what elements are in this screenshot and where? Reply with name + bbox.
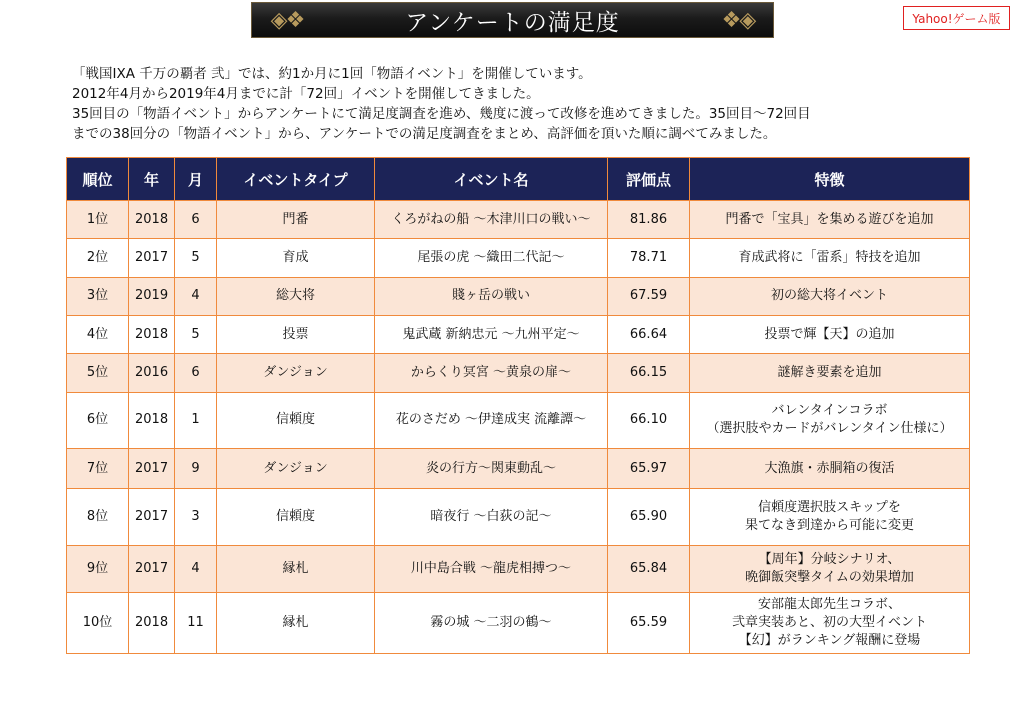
month-cell: 6 [175, 201, 217, 239]
feature-line: 投票で輝【天】の追加 [764, 326, 895, 342]
table-row [67, 489, 970, 545]
table-row [67, 201, 970, 239]
platform-badge: Yahoo!ゲーム版 [903, 6, 1010, 30]
feature-line: 弐章実装あと、初の大型イベント [731, 615, 927, 631]
month-cell: 4 [175, 277, 217, 315]
feature-cell [690, 201, 970, 239]
score-cell: 65.90 [608, 489, 690, 545]
header-score: 評価点 [608, 158, 690, 201]
feature-line: バレンタインコラボ [771, 403, 888, 419]
table-row [67, 392, 970, 448]
event-name-cell: からくり冥宮 ～黄泉の扉～ [375, 354, 608, 392]
feature-line: 謎解き要素を追加 [777, 364, 882, 380]
event-name-cell: 暗夜行 ～白荻の記～ [375, 489, 608, 545]
intro-line: 「戦国IXA 千万の覇者 弐」では、約1か月に1回「物語イベント」を開催しています。 [72, 66, 592, 82]
event-type-cell: 投票 [217, 315, 375, 353]
rank-cell: 4位 [67, 315, 129, 353]
event-type-cell: 総大将 [217, 277, 375, 315]
event-name-cell: 賤ヶ岳の戦い [375, 277, 608, 315]
rank-cell: 7位 [67, 449, 129, 489]
feature-cell [690, 315, 970, 353]
feature-cell [690, 545, 970, 592]
feature-line: （選択肢やカードがバレンタイン仕様に） [706, 421, 953, 437]
ranking-table [66, 157, 970, 654]
year-cell: 2018 [129, 201, 175, 239]
feature-line: 門番で「宝具」を集める遊びを追加 [725, 211, 934, 227]
rank-cell: 9位 [67, 545, 129, 592]
month-cell: 5 [175, 315, 217, 353]
year-cell: 2017 [129, 449, 175, 489]
rank-cell: 2位 [67, 239, 129, 277]
feature-line: 育成武将に「雷系」特技を追加 [738, 249, 921, 265]
table-row [67, 354, 970, 392]
year-cell: 2018 [129, 392, 175, 448]
event-name-cell: くろがねの船 ～木津川口の戦い～ [375, 201, 608, 239]
score-cell: 66.10 [608, 392, 690, 448]
table-row [67, 277, 970, 315]
month-cell: 4 [175, 545, 217, 592]
feature-line: 【周年】分岐シナリオ、 [758, 552, 901, 568]
year-cell: 2017 [129, 239, 175, 277]
intro-text [72, 64, 972, 144]
year-cell: 2017 [129, 545, 175, 592]
score-cell: 78.71 [608, 239, 690, 277]
ornament-left-icon: ◈❖ [270, 7, 304, 33]
event-type-cell: 縁札 [217, 545, 375, 592]
event-name-cell: 川中島合戦 ～龍虎相搏つ～ [375, 545, 608, 592]
score-cell: 65.97 [608, 449, 690, 489]
rank-cell: 10位 [67, 593, 129, 654]
feature-line: 信頼度選択肢スキップを [758, 500, 901, 516]
month-cell: 11 [175, 593, 217, 654]
month-cell: 6 [175, 354, 217, 392]
page-title: アンケートの満足度 [405, 9, 620, 36]
feature-line: 【幻】がランキング報酬に登場 [738, 633, 921, 649]
header-rank: 順位 [67, 158, 129, 201]
event-type-cell: 縁札 [217, 593, 375, 654]
score-cell: 66.15 [608, 354, 690, 392]
feature-line: 大漁旗・赤胴箱の復活 [764, 460, 895, 476]
feature-cell [690, 277, 970, 315]
rank-cell: 1位 [67, 201, 129, 239]
feature-cell [690, 239, 970, 277]
header-month: 月 [175, 158, 217, 201]
feature-line: 果てなき到達から可能に変更 [744, 518, 914, 534]
event-name-cell: 霧の城 ～二羽の鶴～ [375, 593, 608, 654]
intro-line: までの38回分の「物語イベント」から、アンケートでの満足度調査をまとめ、高評価を頂いた順に調べてみました。 [72, 126, 777, 142]
month-cell: 1 [175, 392, 217, 448]
event-type-cell: 育成 [217, 239, 375, 277]
rank-cell: 5位 [67, 354, 129, 392]
table-row [67, 593, 970, 654]
rank-cell: 8位 [67, 489, 129, 545]
year-cell: 2018 [129, 593, 175, 654]
table-row [67, 239, 970, 277]
rank-cell: 3位 [67, 277, 129, 315]
score-cell: 66.64 [608, 315, 690, 353]
feature-cell [690, 392, 970, 448]
event-type-cell: ダンジョン [217, 449, 375, 489]
year-cell: 2019 [129, 277, 175, 315]
month-cell: 5 [175, 239, 217, 277]
event-name-cell: 花のさだめ ～伊達成実 流離譚～ [375, 392, 608, 448]
feature-line: 晩御飯突撃タイムの効果増加 [745, 570, 914, 586]
table-header-row [67, 158, 970, 201]
header-event-name: イベント名 [375, 158, 608, 201]
rank-cell: 6位 [67, 392, 129, 448]
event-type-cell: ダンジョン [217, 354, 375, 392]
feature-cell [690, 449, 970, 489]
feature-line: 初の総大将イベント [770, 288, 888, 304]
feature-cell [690, 489, 970, 545]
year-cell: 2016 [129, 354, 175, 392]
year-cell: 2018 [129, 315, 175, 353]
header-feature: 特徴 [690, 158, 970, 201]
score-cell: 81.86 [608, 201, 690, 239]
month-cell: 3 [175, 489, 217, 545]
intro-line: 35回目の「物語イベント」からアンケートにて満足度調査を進め、幾度に渡って改修を進めてきました。35回目～72回目 [72, 106, 811, 122]
feature-cell [690, 593, 970, 654]
ornament-right-icon: ❖◈ [721, 7, 755, 33]
score-cell: 65.84 [608, 545, 690, 592]
event-name-cell: 尾張の虎 ～織田二代記～ [375, 239, 608, 277]
header-event-type: イベントタイプ [217, 158, 375, 201]
score-cell: 65.59 [608, 593, 690, 654]
year-cell: 2017 [129, 489, 175, 545]
table-row [67, 545, 970, 592]
score-cell: 67.59 [608, 277, 690, 315]
table-row [67, 449, 970, 489]
header-year: 年 [129, 158, 175, 201]
feature-cell [690, 354, 970, 392]
event-type-cell: 門番 [217, 201, 375, 239]
month-cell: 9 [175, 449, 217, 489]
table-row [67, 315, 970, 353]
event-type-cell: 信頼度 [217, 392, 375, 448]
event-name-cell: 炎の行方～関東動乱～ [375, 449, 608, 489]
intro-line: 2012年4月から2019年4月までに計「72回」イベントを開催してきました。 [72, 86, 540, 102]
event-name-cell: 鬼武蔵 新納忠元 ～九州平定～ [375, 315, 608, 353]
title-banner [251, 2, 774, 38]
feature-line: 安部龍太郎先生コラボ、 [757, 597, 901, 613]
event-type-cell: 信頼度 [217, 489, 375, 545]
